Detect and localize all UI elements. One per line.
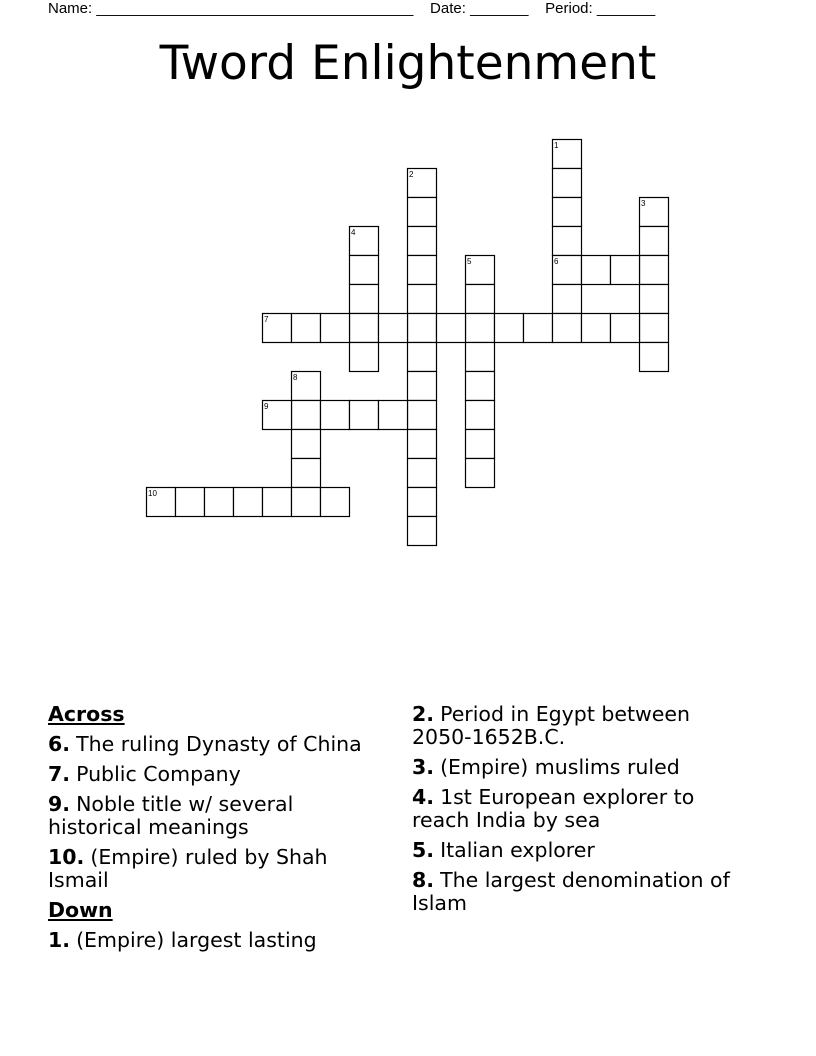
cell-number: 4 [351, 228, 356, 237]
clue-text: The ruling Dynasty of China [76, 732, 362, 756]
crossword-cell[interactable] [408, 343, 437, 372]
clue-across-10 [48, 846, 393, 892]
date-line[interactable]: _______ [470, 0, 529, 17]
crossword-cell[interactable] [553, 169, 582, 198]
name-line[interactable]: ______________________________________ [96, 0, 414, 17]
cell-number: 3 [641, 199, 646, 208]
clue-number: 8. [412, 868, 435, 892]
clue-down-2 [412, 703, 752, 749]
clue-across-9 [48, 793, 393, 839]
crossword-cell[interactable] [292, 488, 321, 517]
crossword-cell[interactable] [292, 401, 321, 430]
crossword-cell[interactable] [640, 227, 669, 256]
crossword-cell[interactable] [466, 372, 495, 401]
clue-text: Public Company [76, 762, 241, 786]
crossword-cell[interactable] [234, 488, 263, 517]
crossword-cell[interactable] [466, 430, 495, 459]
name-label: Name: [48, 0, 93, 17]
crossword-cell[interactable] [408, 488, 437, 517]
clue-down-1 [48, 929, 393, 952]
crossword-cell[interactable] [553, 285, 582, 314]
clue-down-5 [412, 839, 752, 862]
crossword-cell[interactable] [350, 343, 379, 372]
cell-number: 10 [148, 489, 157, 498]
crossword-cell[interactable] [640, 343, 669, 372]
crossword-cell[interactable] [640, 314, 669, 343]
period-line[interactable]: _______ [596, 0, 656, 17]
clue-number: 6. [48, 732, 71, 756]
clue-number: 1. [48, 928, 71, 952]
crossword-cell[interactable] [553, 314, 582, 343]
crossword-cell[interactable] [640, 285, 669, 314]
crossword-cell[interactable] [582, 314, 611, 343]
clue-text: (Empire) largest lasting [76, 928, 317, 952]
across-heading: Across [48, 702, 125, 726]
crossword-cell[interactable] [292, 430, 321, 459]
clue-down-4 [412, 786, 752, 832]
clue-number: 9. [48, 792, 71, 816]
crossword-cell[interactable] [640, 256, 669, 285]
clue-text: Italian explorer [440, 838, 595, 862]
crossword-cell[interactable] [263, 488, 292, 517]
page-title: Tword Enlightenment [159, 36, 657, 91]
clue-across-7 [48, 763, 393, 786]
crossword-cell[interactable] [321, 488, 350, 517]
clue-down-8 [412, 869, 752, 915]
clue-number: 4. [412, 785, 435, 809]
crossword-cell[interactable] [408, 198, 437, 227]
clue-number: 7. [48, 762, 71, 786]
crossword-cell[interactable] [437, 314, 466, 343]
cell-number: 7 [264, 315, 269, 324]
crossword-cell[interactable] [321, 314, 350, 343]
cell-number: 5 [467, 257, 472, 266]
crossword-cell[interactable] [408, 517, 437, 546]
crossword-cell[interactable] [553, 227, 582, 256]
crossword-cell[interactable] [611, 314, 640, 343]
crossword-cell[interactable] [466, 285, 495, 314]
crossword-cell[interactable] [408, 227, 437, 256]
clue-down-3 [412, 756, 752, 779]
clue-text: 1st European explorer to reach India by sea [412, 785, 695, 832]
clue-number: 5. [412, 838, 435, 862]
crossword-cell[interactable] [408, 256, 437, 285]
crossword-cell[interactable] [292, 459, 321, 488]
crossword-cell[interactable] [466, 459, 495, 488]
clue-text: Noble title w/ several historical meanings [48, 792, 294, 839]
crossword-cell[interactable] [379, 314, 408, 343]
crossword-cell[interactable] [350, 314, 379, 343]
down-heading: Down [48, 898, 113, 922]
crossword-cell[interactable] [321, 401, 350, 430]
crossword-cell[interactable] [205, 488, 234, 517]
crossword-cell[interactable] [408, 314, 437, 343]
crossword-cell[interactable] [408, 430, 437, 459]
clues-left-column [48, 703, 393, 952]
clue-number: 2. [412, 702, 435, 726]
period-label: Period: [545, 0, 593, 17]
crossword-cell[interactable] [495, 314, 524, 343]
crossword-cell[interactable] [466, 314, 495, 343]
crossword-cell[interactable] [408, 459, 437, 488]
crossword-cell[interactable] [466, 401, 495, 430]
crossword-cell[interactable] [611, 256, 640, 285]
clues-right-column [412, 703, 752, 915]
cell-number: 2 [409, 170, 414, 179]
date-label: Date: [430, 0, 466, 17]
crossword-cell[interactable] [408, 285, 437, 314]
crossword-cell[interactable] [350, 401, 379, 430]
crossword-cell[interactable] [408, 372, 437, 401]
crossword-cell[interactable] [408, 401, 437, 430]
crossword-cell[interactable] [350, 285, 379, 314]
crossword-cell[interactable] [292, 314, 321, 343]
cell-number: 1 [554, 141, 559, 150]
clue-number: 3. [412, 755, 435, 779]
clue-text: (Empire) ruled by Shah Ismail [48, 845, 328, 892]
crossword-cell[interactable] [524, 314, 553, 343]
crossword-cell[interactable] [350, 256, 379, 285]
clue-number: 10. [48, 845, 85, 869]
crossword-cell[interactable] [176, 488, 205, 517]
cell-number: 9 [264, 402, 269, 411]
crossword-cell[interactable] [466, 343, 495, 372]
clue-text: The largest denomination of Islam [412, 868, 730, 915]
cell-number: 8 [293, 373, 298, 382]
cell-number: 6 [554, 257, 559, 266]
clue-text: Period in Egypt between 2050-1652B.C. [412, 702, 691, 749]
crossword-cell[interactable] [553, 198, 582, 227]
clue-across-6 [48, 733, 393, 756]
crossword-cell[interactable] [379, 401, 408, 430]
clue-text: (Empire) muslims ruled [440, 755, 680, 779]
crossword-cell[interactable] [582, 256, 611, 285]
